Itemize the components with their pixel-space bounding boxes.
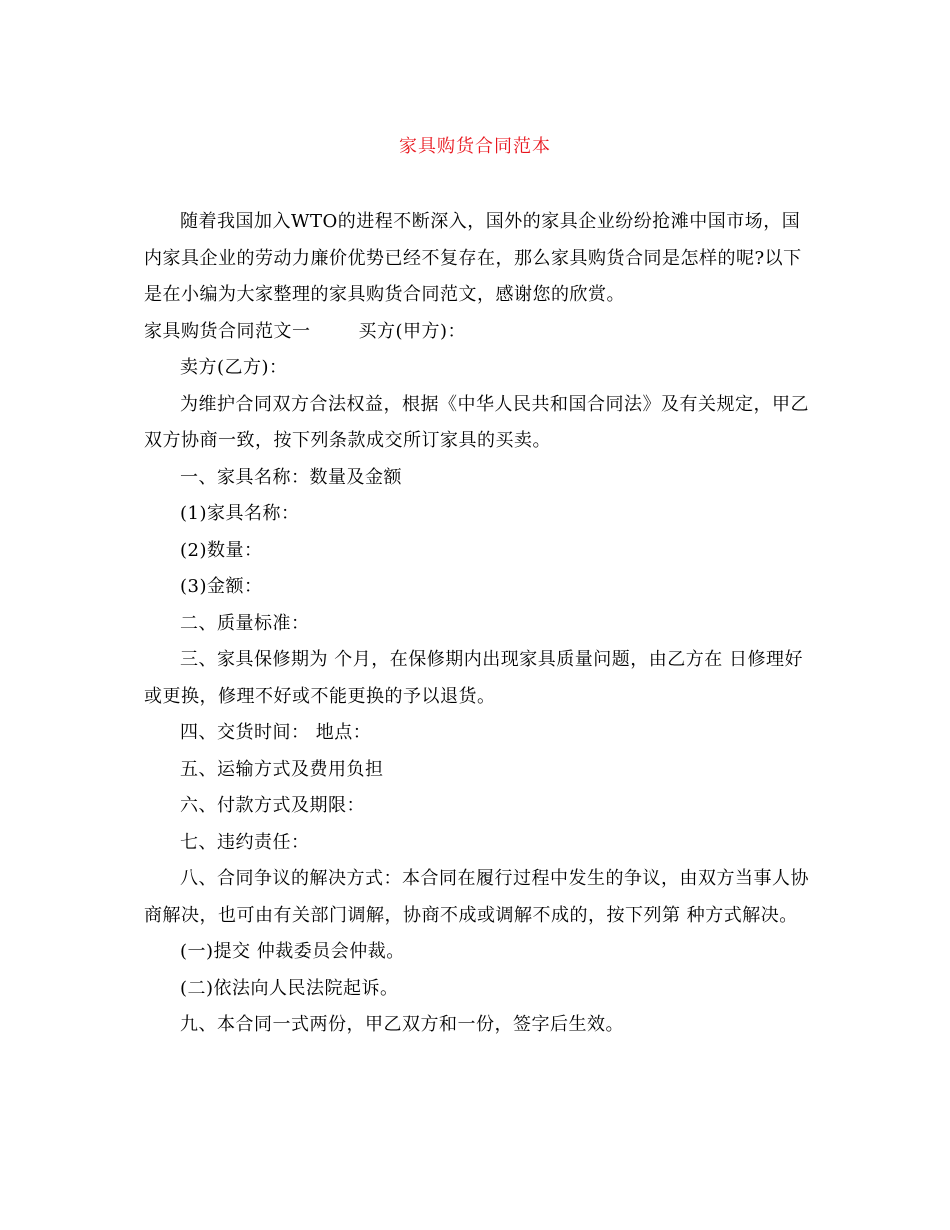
clause-1-item-1: (1)家具名称： — [180, 503, 300, 524]
clause-4: 四、交货时间： 地点： — [180, 722, 372, 743]
preamble-paragraph: 为维护合同双方合法权益，根据《中华人民共和国合同法》及有关规定，甲乙双方协商一致，按下列条款成交所订家具的买卖。 — [144, 393, 809, 451]
clause-3: 三、家具保修期为 个月，在保修期内出现家具质量问题，由乙方在 日修理好或更换，修理不好或不能更换的予以退货。 — [144, 649, 803, 707]
clause-8-option-1: (一)提交 仲裁委员会仲裁。 — [180, 941, 405, 962]
sample-heading-line — [144, 314, 812, 351]
clause-8-option-2: (二)依法向人民法院起诉。 — [180, 977, 399, 999]
seller-label: 卖方(乙方)： — [180, 357, 288, 378]
clause-9: 九、本合同一式两份，甲乙双方和一份，签字后生效。 — [180, 1014, 624, 1035]
document-body — [144, 204, 812, 1044]
clause-6: 六、付款方式及期限： — [180, 795, 365, 816]
clause-5: 五、运输方式及费用负担 — [180, 758, 384, 780]
clause-8: 八、合同争议的解决方式：本合同在履行过程中发生的争议，由双方当事人协商解决，也可由有关部门调解，协商不成或调解不成的，按下列第 种方式解决。 — [144, 868, 809, 926]
clause-1-item-2: (2)数量： — [180, 539, 263, 561]
clause-1: 一、家具名称：数量及金额 — [180, 466, 402, 488]
intro-paragraph: 随着我国加入WTO的进程不断深入，国外的家具企业纷纷抢滩中国市场，国内家具企业的劳动力廉价优势已经不复存在，那么家具购货合同是怎样的呢?以下是在小编为大家整理的家具购货合同范文，感谢您的欣赏。 — [144, 211, 802, 305]
clause-2: 二、质量标准： — [180, 612, 310, 634]
document-title: 家具购货合同范本 — [399, 136, 551, 157]
clause-7: 七、违约责任： — [180, 831, 310, 853]
sample-heading: 家具购货合同范文一 — [144, 320, 311, 342]
clause-1-item-3: (3)金额： — [180, 576, 263, 597]
buyer-label: 买方(甲方)： — [358, 320, 467, 342]
